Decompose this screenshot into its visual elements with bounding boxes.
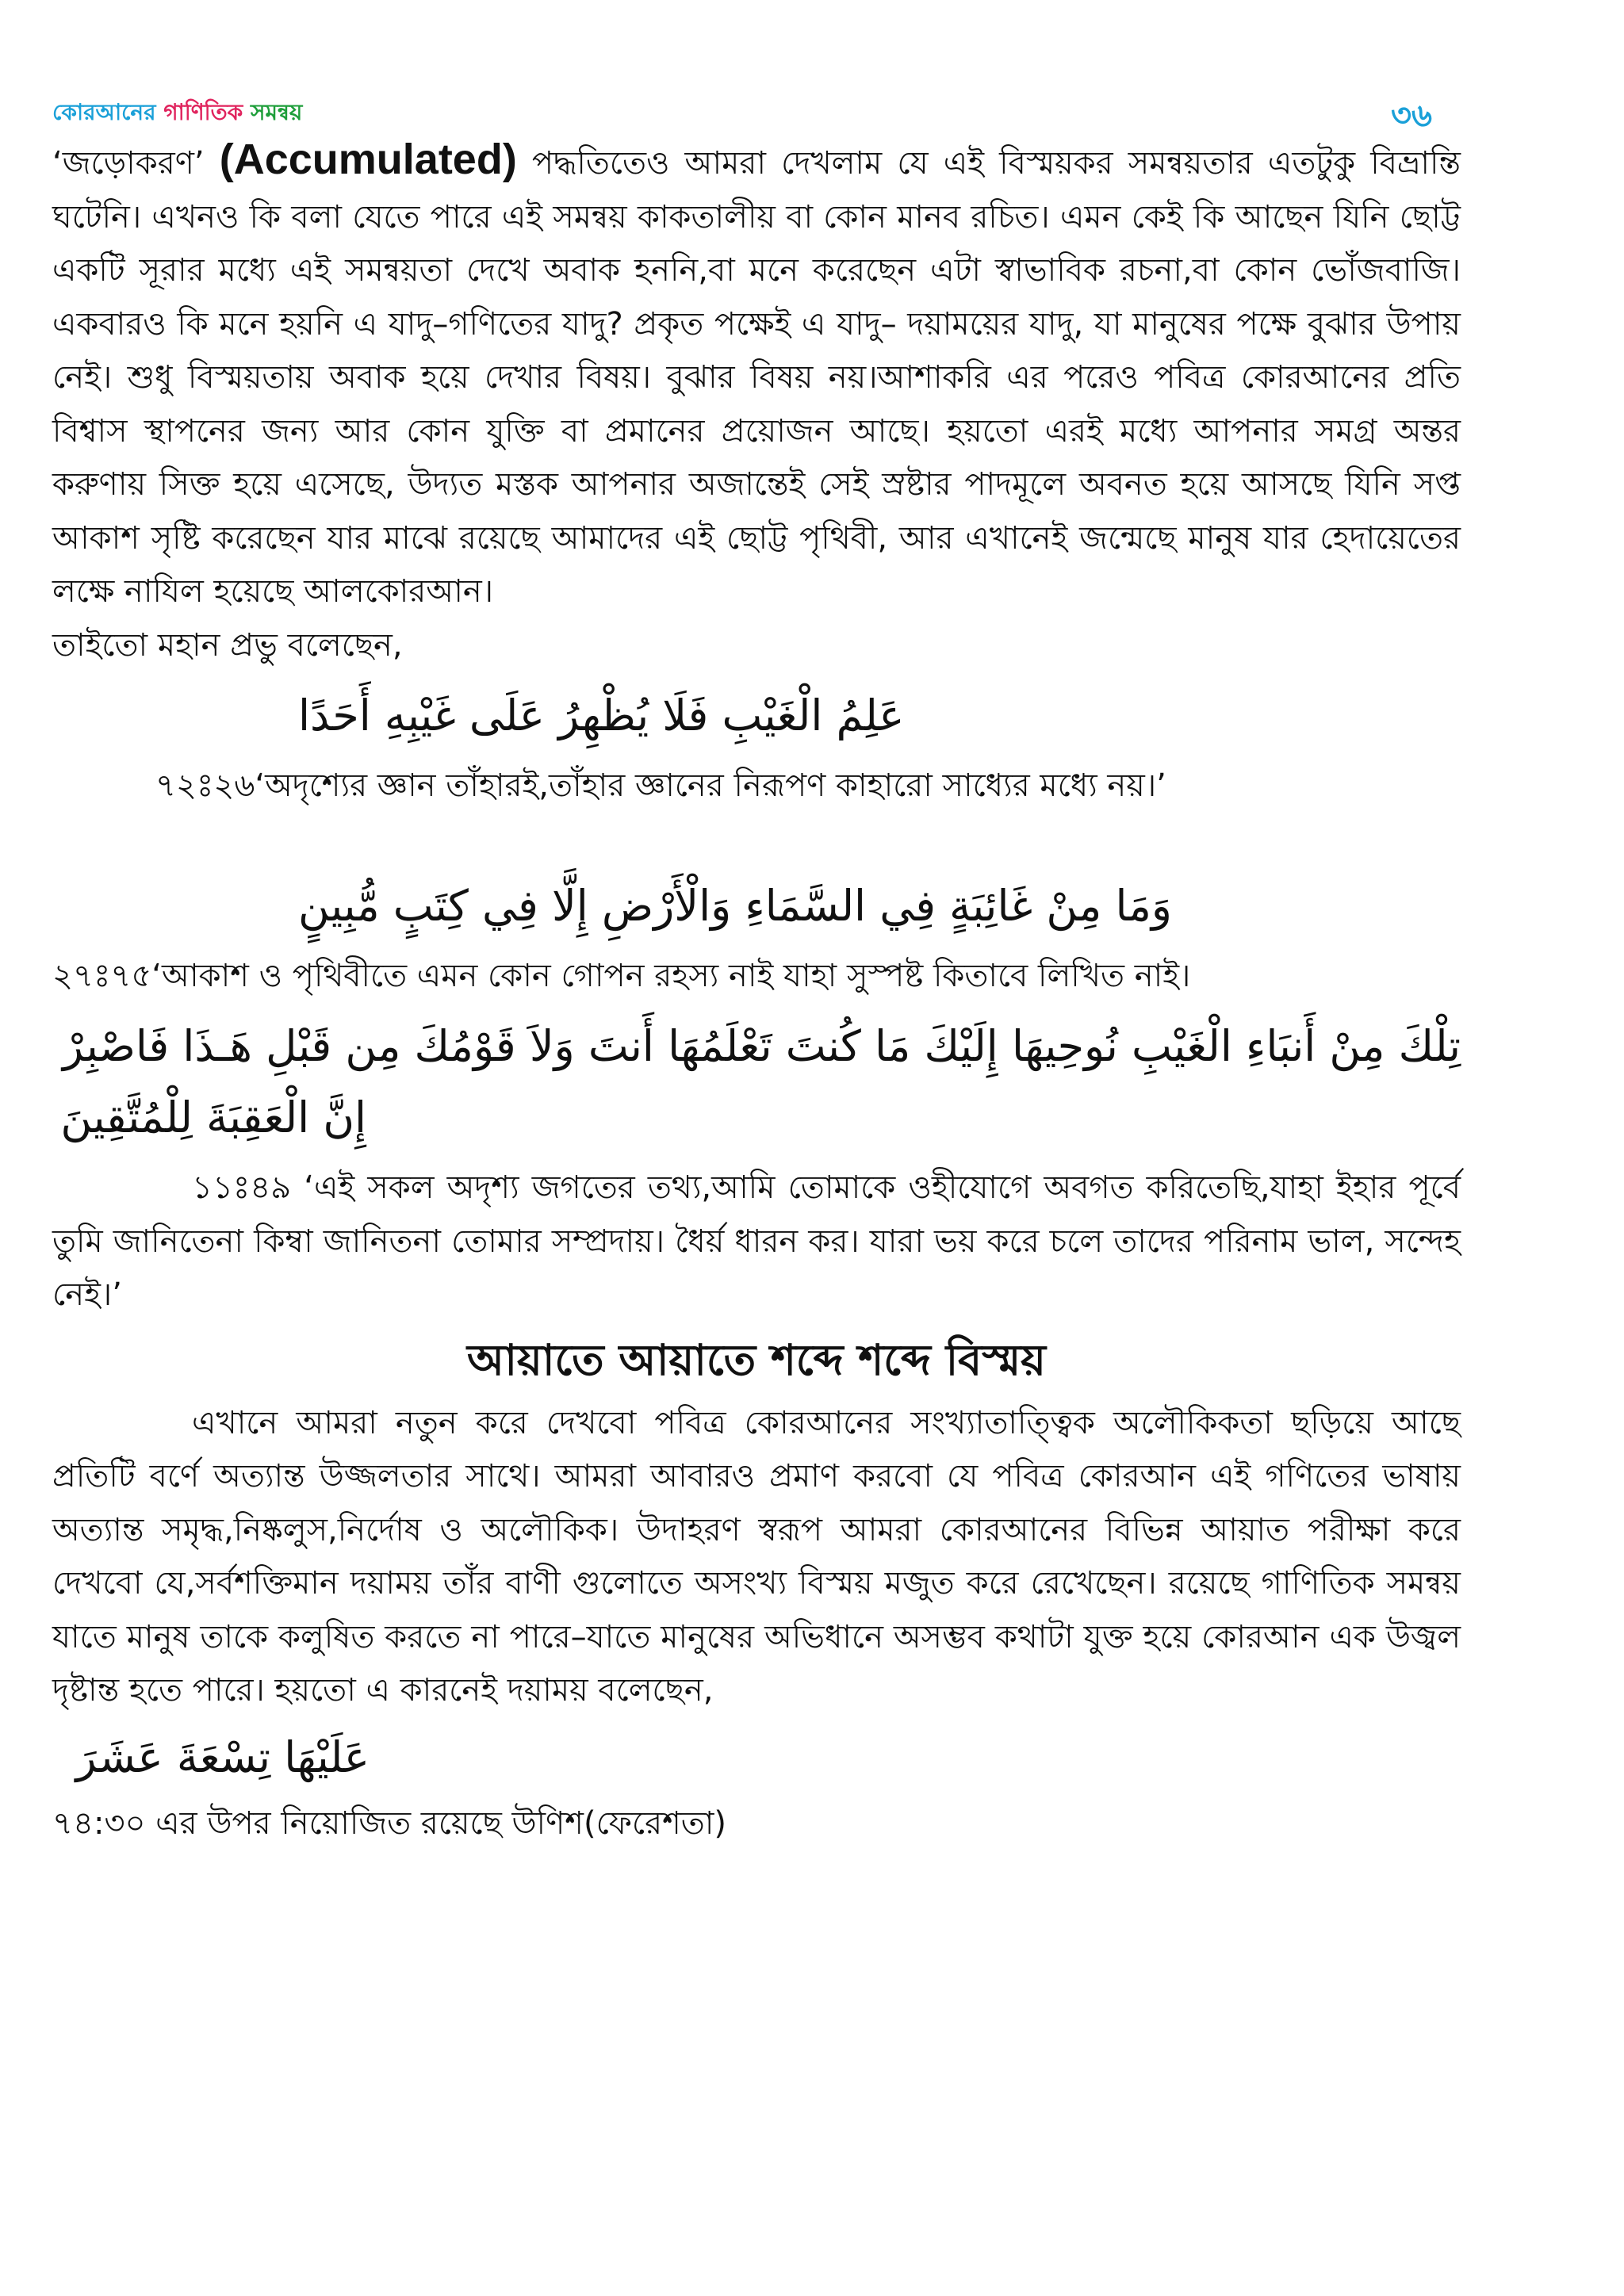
running-title-part3: সমন্বয় bbox=[251, 99, 303, 125]
verse2-translation: ২৭ঃ৭৫‘আকাশ ও পৃথিবীতে এমন কোন গোপন রহস্য নাই যাহা সুস্পষ্ট কিতাবে লিখিত নাই। bbox=[52, 957, 1191, 994]
page-header bbox=[52, 90, 1432, 138]
paragraph-accumulated bbox=[52, 133, 1461, 619]
verse3-translation: ১১ঃ৪৯ ‘এই সকল অদৃশ্য জগতের তথ্য,আমি তোমাকে ওহীযোগে অবগত করিতেছি,যাহা ইহার পূর্বে তুমি জানিতেনা কিম্বা জানিতনা তোমার সম্প্রদায়। ধৈর্য় ধারন কর। যারা ভয় করে চলে তাদের পরিনাম ভাল, সন্দেহ নেই।’ bbox=[52, 1169, 1461, 1313]
section-heading: আয়াতে আয়াতে শব্দে শব্দে বিস্ময় bbox=[467, 1334, 1046, 1385]
verse4-translation: ৭৪:৩০ এর উপর নিয়োজিত রয়েছে উণিশ(ফেরেশতা) bbox=[52, 1804, 727, 1842]
page-number: ৩৬ bbox=[1390, 98, 1432, 134]
paragraph-wonder: এখানে আমরা নতুন করে দেখবো পবিত্র কোরআনের সংখ্যাতাত্ত্বিক অলৌকিকতা ছড়িয়ে আছে প্রতিটি বর্ণে অত্যান্ত উজ্জলতার সাথে। আমরা আবারও প্রমাণ করবো যে পবিত্র কোরআন এই গণিতের ভাষায় অত্যান্ত সমৃদ্ধ,নিষ্কলুস,নির্দোষ ও অলৌকিক। উদাহরণ স্বরূপ আমরা কোরআনের বিভিন্ন আয়াত পরীক্ষা করে দেখবো যে,সর্বশক্তিমান দয়াময় তাঁর বাণী গুলোতে অসংখ্য বিস্ময় মজুত করে রেখেছেন। রয়েছে গাণিতিক সমন্বয় যাতে মানুষ তাকে কলুষিত করতে না পারে–যাতে মানুষের অভিধানে অসম্ভব কথাটা যুক্ত হয়ে কোরআন এক উজ্বল দৃষ্টান্ত হতে পারে। হয়তো এ কারনেই দয়াময় বলেছেন, bbox=[52, 1404, 1461, 1709]
para1-lead: ‘জড়োকরণ’ bbox=[52, 145, 220, 182]
page-body bbox=[52, 133, 1461, 1850]
intro-line: তাইতো মহান প্রভু বলেছেন, bbox=[52, 626, 403, 664]
running-title-part1: কোরআনের bbox=[52, 99, 164, 125]
verse3-arabic-line1: تِلْكَ مِنْ أَنبَاءِ الْغَيْبِ نُوحِيهَا إِلَيْكَ مَا كُنتَ تَعْلَمُهَا أَنتَ وَلاَ قَوْمُكَ مِن قَبْلِ هَـذَا فَاصْبِرْ bbox=[62, 1021, 1461, 1071]
verse4-arabic: عَلَيْهَا تِسْعَةَ عَشَرَ bbox=[75, 1732, 370, 1782]
running-title-part2: গাণিতিক bbox=[163, 99, 251, 125]
running-title bbox=[52, 95, 302, 132]
verse1-translation: ৭২ঃ২৬‘অদৃশ্যের জ্ঞান তাঁহারই,তাঁহার জ্ঞানের নিরূপণ কাহারো সাধ্যের মধ্যে নয়।’ bbox=[155, 767, 1166, 804]
verse2-arabic: وَمَا مِنْ غَائِبَةٍ فِي السَّمَاءِ وَالْأَرْضِ إِلَّا فِي كِتَبٍ مُّبِينٍ bbox=[298, 880, 1172, 931]
para1-english-term: (Accumulated) bbox=[219, 136, 517, 183]
para1-rest: পদ্ধতিতেও আমরা দেখলাম যে এই বিস্ময়কর সমন্বয়তার এতটুকু বিভ্রান্তি ঘটেনি। এখনও কি বলা যেতে পারে এই সমন্বয় কাকতালীয় বা কোন মানব রচিত। এমন কেই কি আছেন যিনি ছোট্ট একটি সূরার মধ্যে এই সমন্বয়তা দেখে অবাক হননি,বা মনে করেছেন এটা স্বাভাবিক রচনা,বা কোন ভোঁজবাজি। একবারও কি মনে হয়নি এ যাদু–গণিতের যাদু? প্রকৃত পক্ষেই এ যাদু– দয়াময়ের যাদু, যা মানুষের পক্ষে বুঝার উপায় নেই। শুধু বিস্ময়তায় অবাক হয়ে দেখার বিষয়। বুঝার বিষয় নয়।আশাকরি এর পরেও পবিত্র কোরআনের প্রতি বিশ্বাস স্থাপনের জন্য আর কোন যুক্তি বা প্রমানের প্রয়োজন আছে। হয়তো এরই মধ্যে আপনার সমগ্র অন্তর করুণায় সিক্ত হয়ে এসেছে, উদ্যত মস্তক আপনার অজান্তেই সেই স্রষ্টার পাদমূলে অবনত হয়ে আসছে যিনি সপ্ত আকাশ সৃষ্টি করেছেন যার মাঝে রয়েছে আমাদের এই ছোট্ট পৃথিবী, আর এখানেই জন্মেছে মানুষ যার হেদায়েতের লক্ষে নাযিল হয়েছে আলকোরআন। bbox=[52, 145, 1461, 610]
verse3-arabic-line2: إِنَّ الْعَقِبَةَ لِلْمُتَّقِينَ bbox=[60, 1093, 366, 1142]
spacer bbox=[52, 813, 1461, 863]
verse1-arabic: عَلِمُ الْغَيْبِ فَلَا يُظْهِرُ عَلَى غَيْبِهِ أَحَدًا bbox=[298, 691, 905, 740]
